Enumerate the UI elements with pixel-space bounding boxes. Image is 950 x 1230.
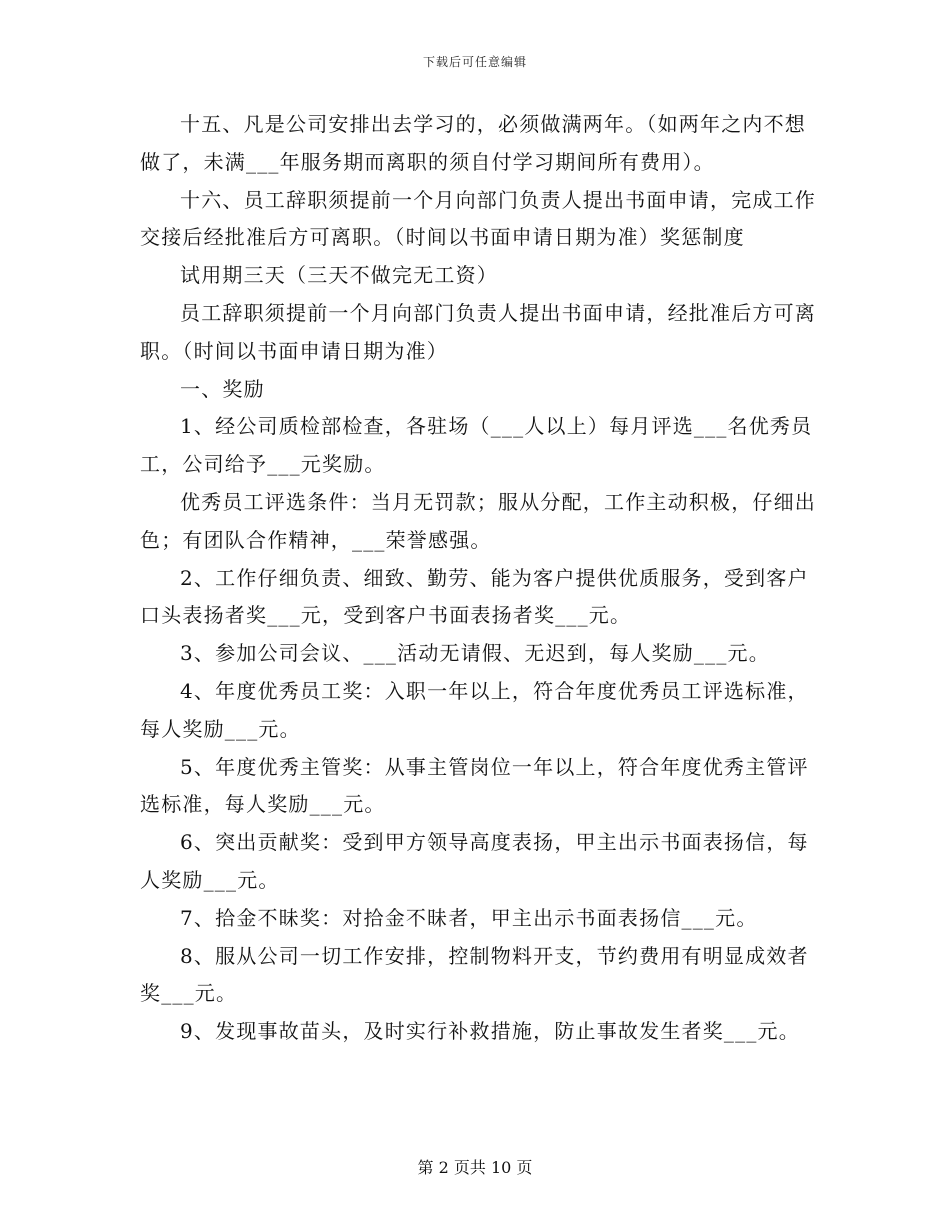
reward-item-4: 4、年度优秀员工奖：入职一年以上，符合年度优秀员工评选标准，每人奖励___元。 [140, 678, 809, 741]
page-header: 下载后可任意编辑 [422, 55, 527, 69]
paragraph-16: 十六、员工辞职须提前一个月向部门负责人提出书面申请，完成工作交接后经批准后方可离职。（时间以书面申请日期为准）奖惩制度 [140, 187, 816, 250]
section-heading-rewards: 一、奖励 [180, 376, 265, 401]
reward-item-3: 3、参加公司会议、___活动无请假、无迟到，每人奖励___元。 [180, 641, 770, 666]
reward-item-6: 6、突出贡献奖：受到甲方领导高度表扬，甲主出示书面表扬信，每人奖励___元。 [140, 830, 809, 892]
paragraph-15: 十五、凡是公司安排出去学习的，必须做满两年。（如两年之内不想做了，未满___年服务期而离职的须自付学习期间所有费用）。 [140, 112, 806, 174]
reward-item-7: 7、拾金不昧奖：对拾金不昧者，甲主出示书面表扬信___元。 [180, 905, 758, 930]
paragraph-probation: 试用期三天（三天不做完无工资） [180, 263, 498, 288]
reward-item-1: 1、经公司质检部检查，各驻场（___人以上）每月评选___名优秀员工，公司给予___元奖励。 [140, 414, 813, 477]
reward-item-2: 2、工作仔细负责、细致、勤劳、能为客户提供优质服务，受到客户口头表扬者奖___元，受到客户书面表扬者奖___元。 [140, 565, 809, 628]
document-body [140, 106, 820, 1051]
paragraph-resignation: 员工辞职须提前一个月向部门负责人提出书面申请，经批准后方可离职。（时间以书面申请日期为准） [140, 300, 816, 363]
page-footer: 第 2 页共 10 页 [417, 1158, 533, 1177]
reward-item-8: 8、服从公司一切工作安排，控制物料开支，节约费用有明显成效者奖___元。 [140, 943, 809, 1006]
reward-criteria: 优秀员工评选条件：当月无罚款；服从分配，工作主动积极，仔细出色；有团队合作精神，___荣誉感强。 [140, 489, 816, 552]
reward-item-9: 9、发现事故苗头，及时实行补救措施，防止事故发生者奖___元。 [180, 1019, 800, 1044]
reward-item-5: 5、年度优秀主管奖：从事主管岗位一年以上，符合年度优秀主管评选标准，每人奖励___元。 [140, 754, 809, 817]
